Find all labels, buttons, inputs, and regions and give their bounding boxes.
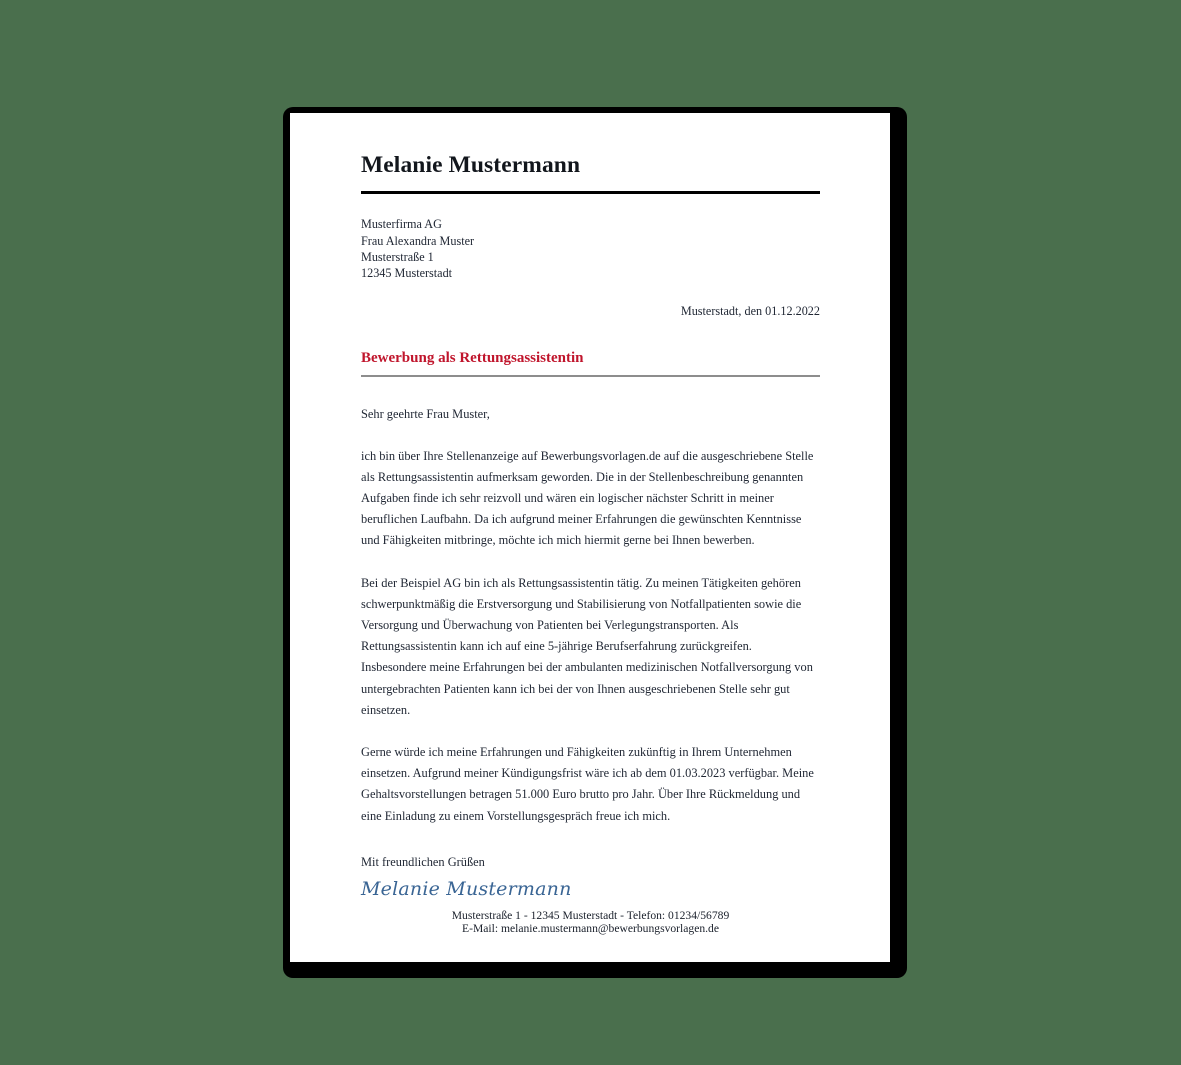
- recipient-street: Musterstraße 1: [361, 250, 434, 264]
- body-paragraph: Gerne würde ich meine Erfahrungen und Fähigkeiten zukünftig in Ihrem Unternehmen einsetzen. Aufgrund meiner Kündigungsfrist wäre ich ab dem 01.03.2023 verfügbar. Meine Gehaltsvorstellungen betragen 51.000 Euro brutto pro Jahr. Über Ihre Rückmeldung und eine Einladung zu einem Vorstellungsgespräch freue ich mich.: [361, 745, 814, 823]
- body-paragraph: Bei der Beispiel AG bin ich als Rettungsassistentin tätig. Zu meinen Tätigkeiten gehören schwerpunktmäßig die Erstversorgung und Stabilisierung von Notfallpatienten sowie die Versorgung und Überwachung von Patienten bei Verlegungstransporten. Als Rettungsassistentin kann ich auf eine 5-jährige Berufserfahrung zurückgreifen. Insbesondere meine Erfahrungen bei der ambulanten medizinischen Notfallversorgung von untergebrachten Patienten kann ich bei der von Ihnen ausgeschriebenen Stelle sehr gut einsetzen.: [361, 575, 813, 717]
- recipient-company: Musterfirma AG: [361, 217, 442, 232]
- body-paragraph: ich bin über Ihre Stellenanzeige auf Bewerbungsvorlagen.de auf die ausgeschriebene Stelle als Rettungsassistentin aufmerksam geworden. Die in der Stellenbeschreibung genannten Aufgaben finde ich sehr reizvoll und wären ein logischer nächster Schritt in meiner beruflichen Laufbahn. Da ich aufgrund meiner Erfahrungen die gewünschten Kenntnisse und Fähigkeiten mitbringe, möchte ich mich hiermit gerne bei Ihnen bewerben.: [361, 448, 814, 548]
- closing-line: Mit freundlichen Grüßen: [361, 854, 485, 869]
- subject-line: Bewerbung als Rettungsassistentin: [361, 349, 584, 366]
- header-divider-rule: [361, 191, 820, 194]
- footer-email-line: E-Mail: melanie.mustermann@bewerbungsvorlagen.de: [462, 922, 719, 936]
- salutation: Sehr geehrte Frau Muster,: [361, 406, 490, 421]
- subject-divider-rule: [361, 375, 820, 377]
- letter-footer: [361, 909, 820, 937]
- date-line: Musterstadt, den 01.12.2022: [680, 303, 820, 318]
- recipient-contact: Frau Alexandra Muster: [361, 233, 475, 248]
- signature: Melanie Mustermann: [361, 877, 572, 900]
- recipient-address-block: [361, 216, 820, 282]
- letter-page: [290, 113, 890, 962]
- footer-address-line: Musterstraße 1 - 12345 Musterstadt - Telefon: 01234/56789: [451, 908, 730, 922]
- recipient-city: 12345 Musterstadt: [361, 266, 453, 281]
- letter-content-column: [361, 113, 820, 962]
- sender-name-heading: Melanie Mustermann: [361, 152, 581, 178]
